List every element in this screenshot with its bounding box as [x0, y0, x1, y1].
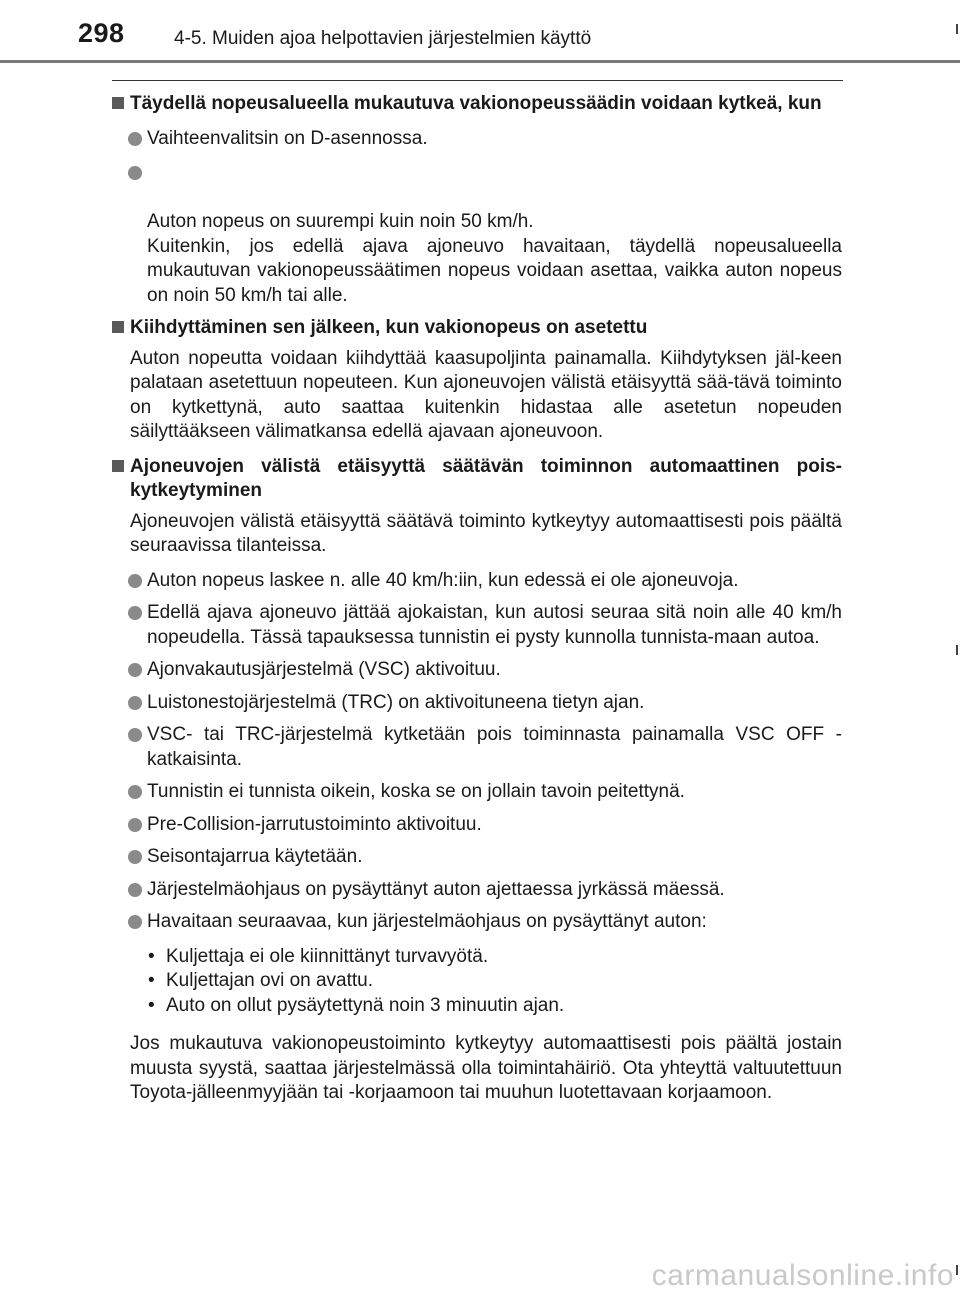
circle-bullet-icon: [128, 696, 142, 710]
content-top-rule: [112, 80, 843, 81]
list-item: Edellä ajava ajoneuvo jättää ajokaistan, kun autosi seuraa sitä noin alle 40 km/h nopeudella. Tässä tapauksessa tunnistin ei pysty kunnolla tunnista-maan autoa.: [112, 601, 842, 650]
crop-mark-mid: [956, 645, 958, 655]
paragraph: Ajoneuvojen välistä etäisyyttä säätävä toiminto kytkeytyy automaattisesti pois päältä seuraavissa tilanteissa.: [130, 510, 842, 556]
main-content: [112, 92, 842, 1106]
list-item: Järjestelmäohjaus on pysäyttänyt auton ajettaessa jyrkässä mäessä.: [112, 878, 842, 903]
circle-bullet-icon: [128, 818, 142, 832]
sub-list-item: • Auto on ollut pysäytettynä noin 3 minuutin ajan.: [112, 994, 842, 1019]
circle-bullet-icon: [128, 883, 142, 897]
circle-bullet-icon: [128, 166, 142, 180]
crop-mark-bottom: [956, 1265, 958, 1275]
list-item: Luistonestojärjestelmä (TRC) on aktivoituneena tietyn ajan.: [112, 691, 842, 716]
list-item: VSC- tai TRC-järjestelmä kytketään pois toiminnasta painamalla VSC OFF -katkaisinta.: [112, 723, 842, 772]
circle-bullet-icon: [128, 574, 142, 588]
list-item: Seisontajarrua käytetään.: [112, 845, 842, 870]
crop-mark-top: [956, 24, 958, 34]
section-heading: [112, 92, 842, 117]
watermark: carmanualsonline.info: [651, 1259, 954, 1292]
sub-list-item: • Kuljettajan ovi on avattu.: [112, 969, 842, 994]
circle-bullet-icon: [128, 728, 142, 742]
list-item: Auton nopeus on suurempi kuin noin 50 km/h. Kuitenkin, jos edellä ajava ajoneuvo havaitaan, täydellä nopeusalueella mukautuvan vakionopeussäätimen nopeus voidaan asettaa, vaikka auton nopeus on noin 50 km/h tai alle.: [112, 161, 842, 308]
circle-bullet-icon: [128, 132, 142, 146]
section-heading: [112, 455, 842, 504]
header-rule: [0, 60, 960, 63]
circle-bullet-icon: [128, 606, 142, 620]
list-item: Vaihteenvalitsin on D-asennossa.: [112, 127, 842, 152]
list-item: Auton nopeus laskee n. alle 40 km/h:iin, kun edessä ei ole ajoneuvoja.: [112, 569, 842, 594]
circle-bullet-icon: [128, 915, 142, 929]
section-heading-text: Täydellä nopeusalueella mukautuva vakionopeussäädin voidaan kytkeä, kun: [130, 93, 822, 114]
bullet-icon: •: [148, 970, 155, 991]
square-bullet-icon: [112, 460, 124, 472]
section-title: 4-5. Muiden ajoa helpottavien järjestelmien käyttö: [174, 28, 592, 49]
section-heading-text: Kiihdyttäminen sen jälkeen, kun vakionopeus on asetettu: [130, 317, 648, 338]
list-item: Tunnistin ei tunnista oikein, koska se on jollain tavoin peitettynä.: [112, 780, 842, 805]
paragraph: Auton nopeutta voidaan kiihdyttää kaasupoljinta painamalla. Kiihdytyksen jäl-keen palataan asetettuun nopeuteen. Kun ajoneuvojen välistä etäisyyttä sää-tävä toiminto on kytkettynä, auto saattaa kuitenkin hidastaa alle asetetun nopeuden säilyttääkseen välimatkansa edellä ajavaan ajoneuvoon.: [130, 347, 842, 442]
square-bullet-icon: [112, 321, 124, 333]
page-header: [0, 0, 960, 60]
list-item: Pre-Collision-jarrutustoiminto aktivoituu.: [112, 813, 842, 838]
circle-bullet-icon: [128, 785, 142, 799]
bullet-icon: •: [148, 994, 155, 1016]
closing-paragraph: Jos mukautuva vakionopeustoiminto kytkeytyy automaattisesti pois päältä jostain muusta syystä, saattaa järjestelmässä olla toimintahäiriö. Ota yhteyttä valtuutettuun Toyota-jälleenmyyjään tai -korjaamoon tai muuhun luotettavaan korjaamoon.: [130, 1033, 842, 1103]
section-heading: [112, 316, 842, 341]
list-item: Ajonvakautusjärjestelmä (VSC) aktivoituu.: [112, 658, 842, 683]
bullet-icon: •: [148, 945, 155, 967]
list-item: Havaitaan seuraavaa, kun järjestelmäohjaus on pysäyttänyt auton:: [112, 910, 842, 935]
section-heading-text: Ajoneuvojen välistä etäisyyttä säätävän toiminnon automaattinen pois-kytkeytyminen: [130, 455, 842, 501]
page-number: 298: [78, 18, 125, 48]
square-bullet-icon: [112, 97, 124, 109]
circle-bullet-icon: [128, 663, 142, 677]
sub-list-item: • Kuljettaja ei ole kiinnittänyt turvavyötä.: [112, 945, 842, 970]
circle-bullet-icon: [128, 850, 142, 864]
